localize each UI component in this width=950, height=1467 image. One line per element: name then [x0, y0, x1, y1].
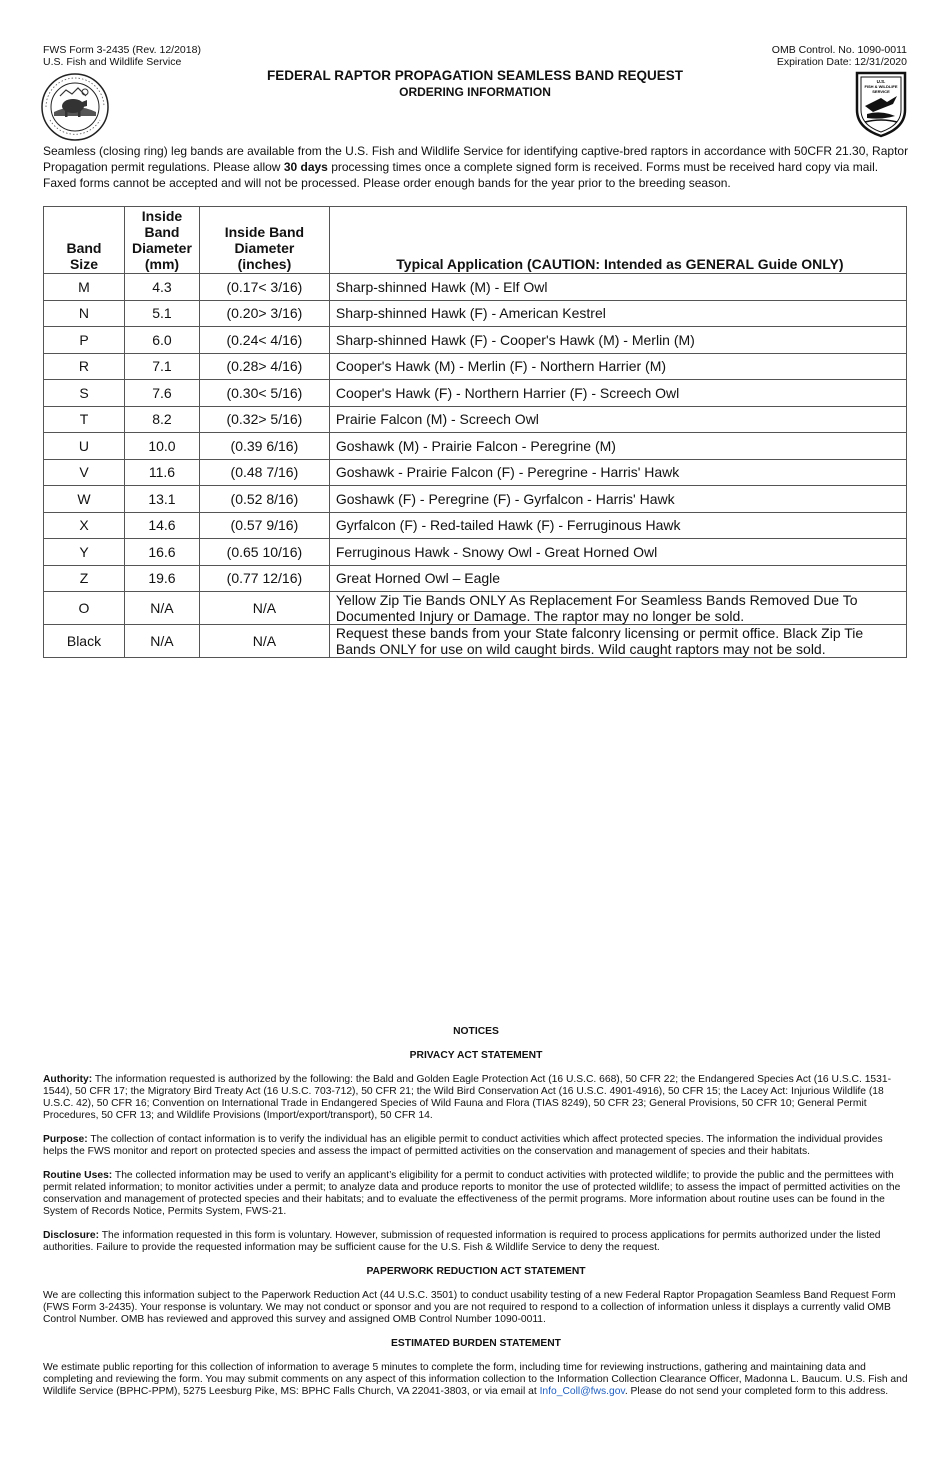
- interior-seal-icon: [40, 72, 110, 142]
- typical-application: Sharp-shinned Hawk (M) - Elf Owl: [329, 274, 906, 301]
- band-size-table: [43, 206, 907, 658]
- diameter-inches: (0.28> 4/16): [199, 353, 329, 380]
- info-coll-email-link[interactable]: Info_Coll@fws.gov: [539, 1386, 625, 1397]
- diameter-inches: (0.20> 3/16): [199, 300, 329, 327]
- band-size: Y: [44, 539, 125, 566]
- diameter-mm: 6.0: [124, 327, 199, 354]
- intro-text-1: Seamless (closing ring) leg bands are available from the U.S. Fish and Wildlife Service for identifying captive-bred raptors in accordance with 50CFR 21.30, Raptor Propagation permit regulations. Please allow: [43, 144, 909, 174]
- header-application: Typical Application (CAUTION: Intended as GENERAL Guide ONLY): [329, 207, 906, 274]
- table-row: [44, 406, 907, 433]
- intro-paragraph: [43, 143, 909, 191]
- table-row: [44, 300, 907, 327]
- diameter-inches: (0.32> 5/16): [199, 406, 329, 433]
- diameter-inches: (0.48 7/16): [199, 459, 329, 486]
- typical-application: Cooper's Hawk (F) - Northern Harrier (F) - Screech Owl: [329, 380, 906, 407]
- disclosure-paragraph: [43, 1230, 909, 1254]
- diameter-mm: N/A: [124, 625, 199, 658]
- privacy-act-title: PRIVACY ACT STATEMENT: [409, 1050, 543, 1061]
- typical-application: Great Horned Owl – Eagle: [329, 565, 906, 592]
- table-row: [44, 592, 907, 625]
- diameter-inches: (0.17< 3/16): [199, 274, 329, 301]
- svg-text:U.S.: U.S.: [876, 79, 886, 84]
- routine-uses-paragraph: [43, 1170, 909, 1218]
- table-row: [44, 433, 907, 460]
- table-header-row: [44, 207, 907, 274]
- diameter-inches: (0.24< 4/16): [199, 327, 329, 354]
- form-header-left: [43, 44, 201, 68]
- purpose-text: The collection of contact information is to verify the individual has an eligible permit to conduct activities which affect protected species. The information the individual provides helps the FWS monitor and report on protected species and assess the impact of permitted activities on the conservation and management of species and their habitats.: [43, 1134, 883, 1157]
- page-subtitle: ORDERING INFORMATION: [399, 85, 551, 99]
- diameter-mm: 11.6: [124, 459, 199, 486]
- band-size: R: [44, 353, 125, 380]
- band-size: P: [44, 327, 125, 354]
- diameter-mm: 19.6: [124, 565, 199, 592]
- diameter-inches: (0.65 10/16): [199, 539, 329, 566]
- burden-text-1: We estimate public reporting for this collection of information to average 5 minutes to complete the form, including time for reviewing instructions, gathering and maintaining data and completing and reviewing the form. You may submit comments on any aspect of this information collection to the Information Collection Clearance Officer, Madonna L. Baucum. U.S. Fish and Wildlife Service (BPHC-PPM), 5275 Leesburg Pike, MS: BPHC Falls Church, VA 22041-3803, or via email at: [43, 1362, 908, 1397]
- authority-label: Authority:: [43, 1074, 93, 1085]
- burden-statement-paragraph: [43, 1362, 909, 1398]
- band-size: N: [44, 300, 125, 327]
- diameter-inches: (0.77 12/16): [199, 565, 329, 592]
- table-row: [44, 274, 907, 301]
- table-row: [44, 353, 907, 380]
- page-title: FEDERAL RAPTOR PROPAGATION SEAMLESS BAND REQUEST: [266, 68, 684, 83]
- form-header-right: [772, 44, 907, 68]
- typical-application: Ferruginous Hawk - Snowy Owl - Great Horned Owl: [329, 539, 906, 566]
- typical-application: Sharp-shinned Hawk (F) - Cooper's Hawk (M) - Merlin (M): [329, 327, 906, 354]
- omb-control-number: OMB Control. No. 1090-0011: [771, 44, 907, 56]
- purpose-label: Purpose:: [43, 1134, 88, 1145]
- expiration-date: Expiration Date: 12/31/2020: [776, 56, 907, 68]
- intro-text-2: processing times once a complete signed form is received. Forms must be received hard copy via mail. Faxed forms cannot be accepted and will not be processed. Please order enough bands for the year prior to the breeding season.: [43, 160, 879, 190]
- typical-application: Sharp-shinned Hawk (F) - American Kestrel: [329, 300, 906, 327]
- typical-application: Gyrfalcon (F) - Red-tailed Hawk (F) - Ferruginous Hawk: [329, 512, 906, 539]
- typical-application: Prairie Falcon (M) - Screech Owl: [329, 406, 906, 433]
- burden-statement-title: ESTIMATED BURDEN STATEMENT: [391, 1338, 561, 1349]
- paperwork-act-paragraph: We are collecting this information subject to the Paperwork Reduction Act (44 U.S.C. 3501) to conduct usability testing of a new Federal Raptor Propagation Seamless Band Request Form (FWS Form 3-2435). Your response is voluntary. We may not conduct or sponsor and you are not required to respond to a collection of information unless it displays a currently valid OMB Control Number. OMB has reviewed and approved this survey and assigned OMB Control Number 1090-0011.: [43, 1290, 896, 1325]
- diameter-mm: 7.6: [124, 380, 199, 407]
- notices-title: NOTICES: [453, 1026, 499, 1037]
- band-size: T: [44, 406, 125, 433]
- table-row: [44, 625, 907, 658]
- authority-paragraph: [43, 1074, 909, 1122]
- band-size: O: [44, 592, 125, 625]
- diameter-mm: 13.1: [124, 486, 199, 513]
- typical-application: Goshawk (F) - Peregrine (F) - Gyrfalcon - Harris' Hawk: [329, 486, 906, 513]
- band-size: X: [44, 512, 125, 539]
- typical-application: Cooper's Hawk (M) - Merlin (F) - Northern Harrier (M): [329, 353, 906, 380]
- typical-application: Request these bands from your State falconry licensing or permit office. Black Zip Tie Bands ONLY for use on wild caught birds. Wild caught raptors may not be sold.: [329, 625, 906, 658]
- purpose-paragraph: [43, 1134, 909, 1158]
- diameter-mm: 7.1: [124, 353, 199, 380]
- diameter-mm: N/A: [124, 592, 199, 625]
- table-row: [44, 512, 907, 539]
- routine-uses-text: The collected information may be used to verify an applicant’s eligibility for a permit to conduct activities with protected wildlife; to provide the public and the permittees with permit related information; to monitor activities under a permit; to analyze data and produce reports to monitor the use of protected wildlife; to assess the impact of permitted activities on the conservation and management of protected species and their habitats; and to evaluate the effectiveness of the permit programs. More information about routine uses can be found in the System of Records Notice, Permits System, FWS-21.: [43, 1170, 901, 1217]
- table-row: [44, 486, 907, 513]
- header-diameter-inches: Inside Band Diameter (inches): [199, 207, 329, 274]
- agency-name: U.S. Fish and Wildlife Service: [43, 56, 182, 68]
- band-size: Z: [44, 565, 125, 592]
- diameter-inches: (0.39 6/16): [199, 433, 329, 460]
- diameter-mm: 14.6: [124, 512, 199, 539]
- band-size: M: [44, 274, 125, 301]
- paperwork-act-title: PAPERWORK REDUCTION ACT STATEMENT: [366, 1266, 586, 1277]
- band-size: W: [44, 486, 125, 513]
- band-size: U: [44, 433, 125, 460]
- notices-section: [43, 1026, 909, 1410]
- svg-text:FISH & WILDLIFE: FISH & WILDLIFE: [864, 84, 898, 89]
- header-band-size: Band Size: [44, 207, 125, 274]
- table-row: [44, 380, 907, 407]
- header-diameter-mm: Inside Band Diameter (mm): [124, 207, 199, 274]
- diameter-mm: 8.2: [124, 406, 199, 433]
- diameter-mm: 4.3: [124, 274, 199, 301]
- band-size: S: [44, 380, 125, 407]
- diameter-inches: N/A: [199, 625, 329, 658]
- routine-uses-label: Routine Uses:: [43, 1170, 113, 1181]
- form-number: FWS Form 3-2435 (Rev. 12/2018): [43, 44, 201, 56]
- band-size: Black: [44, 625, 125, 658]
- table-row: [44, 459, 907, 486]
- typical-application: Yellow Zip Tie Bands ONLY As Replacement For Seamless Bands Removed Due To Documented Injury or Damage. The raptor may no longer be sold.: [329, 592, 906, 625]
- burden-text-2: . Please do not send your completed form to this address.: [624, 1386, 889, 1397]
- table-row: [44, 539, 907, 566]
- authority-text: The information requested is authorized by the following: the Bald and Golden Eagle Protection Act (16 U.S.C. 668), 50 CFR 22; the Endangered Species Act (16 U.S.C. 1531-1544), 50 CFR 17; the Migratory Bird Treaty Act (16 U.S.C. 703-712), 50 CFR 21; the Wild Bird Conservation Act (16 U.S.C. 4901-4916), 50 CFR 15; the Lacey Act: Injurious Wildlife (18 U.S.C. 42), 50 CFR 16; Convention on International Trade in Endangered Species of Wild Fauna and Flora (TIAS 8249), 50 CFR 23; General Provisions, 50 CFR 10; General Permit Procedures, 50 CFR 13; and Wildlife Provisions (Import/export/transport), 50 CFR 14.: [43, 1074, 892, 1121]
- diameter-inches: (0.52 8/16): [199, 486, 329, 513]
- svg-text:SERVICE: SERVICE: [872, 89, 890, 94]
- diameter-inches: (0.30< 5/16): [199, 380, 329, 407]
- diameter-inches: N/A: [199, 592, 329, 625]
- diameter-mm: 5.1: [124, 300, 199, 327]
- diameter-mm: 10.0: [124, 433, 199, 460]
- disclosure-text: The information requested in this form is voluntary. However, submission of requested information is required to process applications for permits authorized under the listed authorities. Failure to provide the requested information may be sufficient cause for the U.S. Fish & Wildlife Service to deny the request.: [43, 1230, 881, 1253]
- typical-application: Goshawk (M) - Prairie Falcon - Peregrine (M): [329, 433, 906, 460]
- typical-application: Goshawk - Prairie Falcon (F) - Peregrine - Harris' Hawk: [329, 459, 906, 486]
- intro-bold-days: 30 days: [283, 160, 328, 174]
- fws-shield-icon: [853, 70, 909, 138]
- diameter-inches: (0.57 9/16): [199, 512, 329, 539]
- band-size: V: [44, 459, 125, 486]
- table-row: [44, 327, 907, 354]
- table-row: [44, 565, 907, 592]
- diameter-mm: 16.6: [124, 539, 199, 566]
- disclosure-label: Disclosure:: [43, 1230, 100, 1241]
